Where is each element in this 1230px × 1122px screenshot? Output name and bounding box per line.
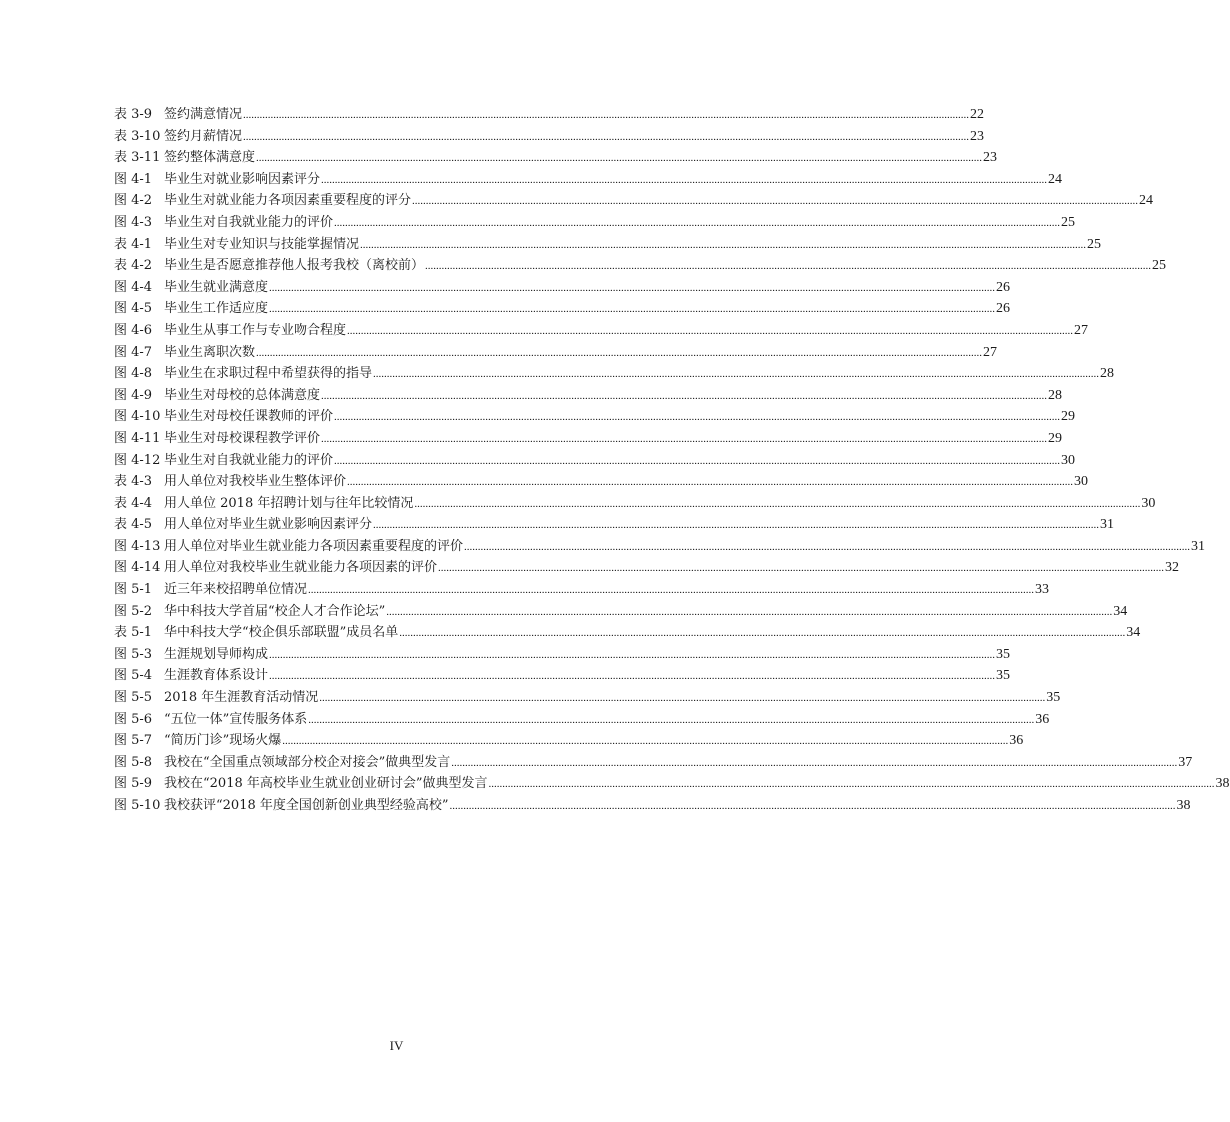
- toc-entry-page: 36: [1035, 711, 1050, 727]
- toc-leader-dots: [321, 385, 1047, 408]
- toc-entry-title: 毕业生对专业知识与技能掌握情况: [164, 236, 360, 252]
- toc-entry-page: 26: [996, 279, 1011, 295]
- toc-entry-title: 我校在“2018 年高校毕业生就业创业研讨会”做典型发言: [164, 776, 488, 792]
- toc-entry-label: 图 5-2: [114, 603, 153, 619]
- toc-entry-page: 38: [1176, 798, 1191, 813]
- toc-entry-label: 图 4-1: [114, 171, 153, 187]
- toc-leader-dots: [464, 536, 1190, 559]
- toc-entry-title: 毕业生就业满意度: [164, 279, 269, 295]
- toc-entry-label: 图 5-9: [114, 776, 153, 792]
- toc-entry-label: 图 4-13: [114, 538, 161, 554]
- toc-entry[interactable]: [114, 622, 1141, 644]
- toc-leader-dots: [451, 752, 1177, 775]
- toc-entry-page: 25: [1061, 214, 1076, 230]
- toc-entry[interactable]: [114, 795, 1191, 817]
- toc-entry-label: 表 4-2: [114, 258, 153, 274]
- toc-leader-dots: [269, 277, 995, 300]
- toc-leader-dots: [334, 406, 1060, 429]
- toc-entry-title: 毕业生对自我就业能力的评价: [164, 452, 334, 468]
- toc-entry-page: 26: [996, 301, 1011, 317]
- toc-leader-dots: [243, 126, 969, 149]
- toc-entry-label: 表 4-4: [114, 495, 153, 511]
- toc-entry-title: 用人单位 2018 年招聘计划与往年比较情况: [164, 495, 414, 511]
- toc-leader-dots: [438, 557, 1164, 580]
- toc-entry-page: 24: [1139, 193, 1154, 209]
- toc-entry-label: 表 3-11: [114, 150, 161, 166]
- toc-entry-title: 用人单位对我校毕业生就业能力各项因素的评价: [164, 560, 438, 576]
- toc-entry[interactable]: [114, 428, 1063, 450]
- toc-entry-label: 表 4-3: [114, 474, 153, 490]
- toc-leader-dots: [386, 601, 1112, 624]
- toc-entry[interactable]: [114, 385, 1063, 407]
- toc-leader-dots: [334, 212, 1060, 235]
- toc-entry-page: 35: [996, 668, 1011, 684]
- toc-entry-title: 毕业生对母校的总体满意度: [164, 387, 321, 403]
- toc-entry-page: 28: [1100, 366, 1115, 382]
- toc-entry-page: 30: [1061, 452, 1076, 468]
- toc-entry-label: 图 4-3: [114, 214, 153, 230]
- toc-leader-dots: [414, 493, 1140, 516]
- toc-entry-page: 31: [1191, 538, 1206, 554]
- toc-entry-title: 毕业生从事工作与专业吻合程度: [164, 322, 347, 338]
- toc-entry-label: 图 5-5: [114, 690, 153, 706]
- toc-entry[interactable]: [114, 450, 1076, 472]
- toc-entry[interactable]: [114, 709, 1050, 731]
- toc-entry[interactable]: [114, 493, 1156, 515]
- toc-entry[interactable]: [114, 342, 998, 364]
- table-of-contents: [114, 104, 1230, 817]
- toc-entry-label: 图 4-9: [114, 387, 153, 403]
- toc-entry[interactable]: [114, 363, 1115, 385]
- toc-entry[interactable]: [114, 644, 1011, 666]
- toc-entry[interactable]: [114, 104, 985, 126]
- toc-entry-page: 36: [1009, 733, 1024, 749]
- toc-leader-dots: [243, 104, 969, 127]
- toc-entry-title: 毕业生工作适应度: [164, 301, 269, 317]
- page-number: IV: [389, 1038, 404, 1053]
- toc-entry-page: 31: [1100, 517, 1115, 533]
- toc-entry-page: 29: [1061, 409, 1076, 425]
- toc-entry-title: 签约满意情况: [164, 107, 243, 122]
- toc-entry[interactable]: [114, 536, 1206, 558]
- toc-entry[interactable]: [114, 277, 1011, 299]
- toc-entry[interactable]: [114, 169, 1063, 191]
- toc-entry-page: 22: [970, 107, 985, 122]
- toc-entry-title: “简历门诊”现场火爆: [164, 733, 282, 749]
- toc-entry-page: 30: [1141, 495, 1156, 511]
- toc-entry-title: 华中科技大学“校企俱乐部联盟”成员名单: [164, 625, 399, 641]
- toc-leader-dots: [489, 773, 1215, 796]
- toc-entry-title: 我校获评“2018 年度全国创新创业典型经验高校”: [164, 798, 449, 813]
- toc-entry[interactable]: [114, 687, 1061, 709]
- toc-entry-page: 27: [983, 344, 998, 360]
- toc-entry-label: 图 5-1: [114, 582, 153, 598]
- toc-entry-label: 表 4-1: [114, 236, 153, 252]
- toc-entry-page: 29: [1048, 430, 1063, 446]
- toc-entry-page: 25: [1087, 236, 1102, 252]
- toc-entry[interactable]: [114, 190, 1154, 212]
- toc-entry-title: 毕业生对自我就业能力的评价: [164, 214, 334, 230]
- toc-entry-page: 23: [983, 150, 998, 166]
- toc-entry-title: 用人单位对毕业生就业能力各项因素重要程度的评价: [164, 538, 464, 554]
- toc-entry-title: 近三年来校招聘单位情况: [164, 582, 308, 598]
- toc-entry-title: 签约月薪情况: [164, 128, 243, 144]
- toc-entry-label: 图 4-10: [114, 409, 161, 425]
- toc-entry-label: 图 4-8: [114, 366, 153, 382]
- toc-entry[interactable]: [114, 730, 1024, 752]
- toc-entry[interactable]: [114, 773, 1230, 795]
- toc-entry[interactable]: [114, 234, 1102, 256]
- toc-leader-dots: [321, 169, 1047, 192]
- toc-leader-dots: [269, 665, 995, 688]
- toc-entry[interactable]: [114, 514, 1115, 536]
- toc-entry-label: 图 5-4: [114, 668, 153, 684]
- toc-entry-title: 2018 年生涯教育活动情况: [164, 690, 319, 706]
- toc-leader-dots: [308, 579, 1034, 602]
- toc-entry-title: 用人单位对我校毕业生整体评价: [164, 474, 347, 490]
- toc-entry-title: 生涯规划导师构成: [164, 646, 269, 662]
- toc-entry-page: 33: [1035, 582, 1050, 598]
- toc-leader-dots: [347, 471, 1073, 494]
- toc-leader-dots: [269, 298, 995, 321]
- toc-entry-title: 毕业生对就业能力各项因素重要程度的评分: [164, 193, 412, 209]
- toc-entry-label: 图 5-3: [114, 646, 153, 662]
- toc-entry-label: 表 4-5: [114, 517, 153, 533]
- toc-entry-page: 24: [1048, 171, 1063, 187]
- toc-entry-label: 图 5-10: [114, 798, 161, 813]
- toc-entry-page: 34: [1126, 625, 1141, 641]
- toc-entry-title: 华中科技大学首届“校企人才合作论坛”: [164, 603, 386, 619]
- toc-entry[interactable]: [114, 147, 998, 169]
- toc-entry-label: 图 4-11: [114, 430, 161, 446]
- toc-leader-dots: [373, 514, 1099, 537]
- toc-entry-page: 28: [1048, 387, 1063, 403]
- toc-leader-dots: [256, 342, 982, 365]
- toc-entry[interactable]: [114, 126, 985, 148]
- toc-leader-dots: [308, 709, 1034, 732]
- toc-entry[interactable]: [114, 752, 1193, 774]
- toc-entry[interactable]: [114, 665, 1011, 687]
- toc-entry-title: 签约整体满意度: [164, 150, 256, 166]
- toc-entry-label: 表 5-1: [114, 625, 153, 641]
- toc-entry[interactable]: [114, 601, 1128, 623]
- toc-entry-title: 毕业生对母校课程教学评价: [164, 430, 321, 446]
- toc-leader-dots: [269, 644, 995, 667]
- toc-entry-title: “五位一体”宣传服务体系: [164, 711, 308, 727]
- toc-entry-page: 25: [1152, 258, 1167, 274]
- toc-entry-label: 图 4-2: [114, 193, 153, 209]
- toc-entry-page: 37: [1178, 754, 1193, 770]
- toc-entry-title: 毕业生在求职过程中希望获得的指导: [164, 366, 373, 382]
- toc-leader-dots: [450, 795, 1176, 818]
- toc-entry-label: 图 5-6: [114, 711, 153, 727]
- toc-entry-page: 23: [970, 128, 985, 144]
- toc-entry-label: 图 4-5: [114, 301, 153, 317]
- toc-entry-page: 32: [1165, 560, 1180, 576]
- toc-entry[interactable]: [114, 320, 1089, 342]
- toc-entry-page: 35: [1046, 690, 1061, 706]
- toc-entry-label: 图 4-6: [114, 322, 153, 338]
- toc-entry-title: 毕业生对母校任课教师的评价: [164, 409, 334, 425]
- toc-entry-label: 图 5-8: [114, 754, 153, 770]
- toc-entry-title: 生涯教育体系设计: [164, 668, 269, 684]
- toc-leader-dots: [321, 428, 1047, 451]
- toc-leader-dots: [399, 622, 1125, 645]
- toc-entry-label: 图 4-7: [114, 344, 153, 360]
- toc-entry[interactable]: [114, 557, 1180, 579]
- toc-entry-title: 毕业生对就业影响因素评分: [164, 171, 321, 187]
- toc-entry[interactable]: [114, 298, 1011, 320]
- toc-leader-dots: [347, 320, 1073, 343]
- toc-entry-page: 38: [1215, 776, 1230, 792]
- toc-entry[interactable]: [114, 255, 1167, 277]
- toc-entry-page: 35: [996, 646, 1011, 662]
- toc-entry[interactable]: [114, 579, 1050, 601]
- toc-entry-label: 图 4-12: [114, 452, 161, 468]
- toc-leader-dots: [334, 450, 1060, 473]
- toc-entry-page: 30: [1074, 474, 1089, 490]
- toc-entry[interactable]: [114, 212, 1076, 234]
- toc-entry-title: 毕业生是否愿意推荐他人报考我校（离校前）: [164, 258, 425, 274]
- toc-leader-dots: [425, 255, 1151, 278]
- toc-entry-label: 表 3-10: [114, 128, 161, 144]
- toc-entry-title: 我校在“全国重点领域部分校企对接会”做典型发言: [164, 754, 451, 770]
- toc-leader-dots: [360, 234, 1086, 257]
- toc-entry[interactable]: [114, 471, 1089, 493]
- toc-entry-page: 27: [1074, 322, 1089, 338]
- toc-leader-dots: [282, 730, 1008, 753]
- toc-leader-dots: [373, 363, 1099, 386]
- toc-entry-page: 34: [1113, 603, 1128, 619]
- toc-leader-dots: [412, 190, 1138, 213]
- toc-entry-title: 毕业生离职次数: [164, 344, 256, 360]
- toc-leader-dots: [319, 687, 1045, 710]
- toc-leader-dots: [256, 147, 982, 170]
- toc-entry-title: 用人单位对毕业生就业影响因素评分: [164, 517, 373, 533]
- toc-entry-label: 表 3-9: [114, 107, 153, 122]
- toc-entry-label: 图 5-7: [114, 733, 153, 749]
- toc-entry-label: 图 4-14: [114, 560, 161, 576]
- toc-entry-label: 图 4-4: [114, 279, 153, 295]
- toc-entry[interactable]: [114, 406, 1076, 428]
